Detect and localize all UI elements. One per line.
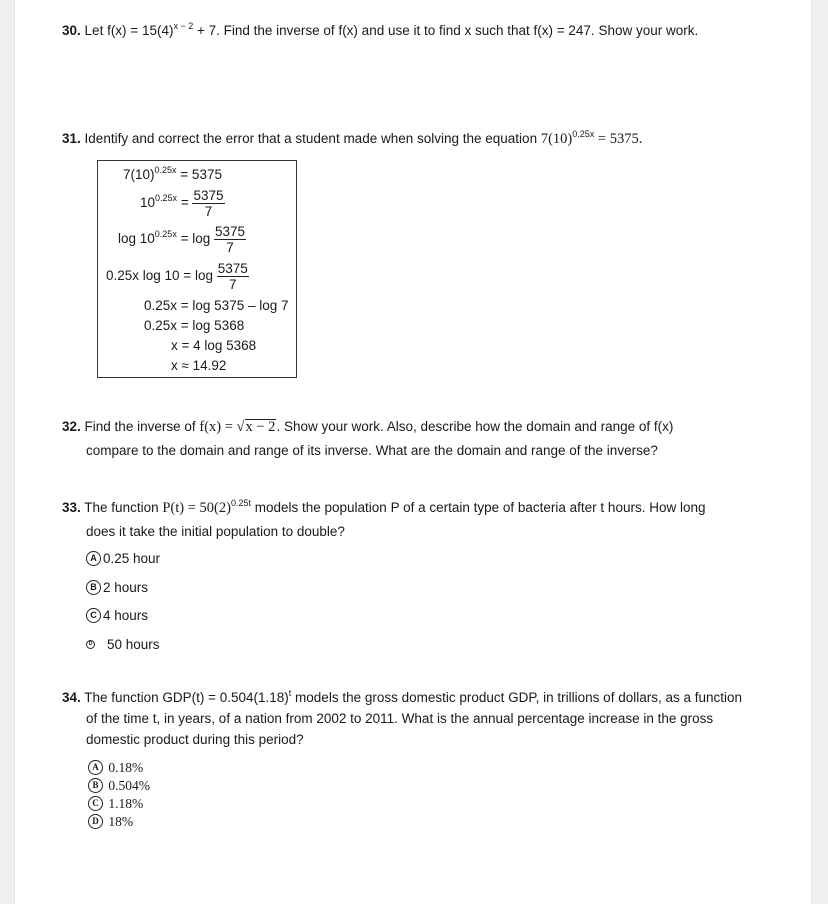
question-34-exponent: t: [288, 687, 292, 698]
question-34-choice-b[interactable]: [88, 777, 150, 795]
question-32-radicand: x − 2: [245, 419, 276, 435]
question-32-text-b: . Show your work. Also, describe how the domain and range of f(x): [276, 419, 674, 434]
q34-choice-a-label: 0.18%: [108, 760, 144, 775]
question-34: [62, 687, 742, 708]
work-line-1: [123, 164, 222, 182]
work-line-2-equals: =: [177, 195, 193, 211]
question-30-number: 30.: [62, 23, 81, 38]
work-line-7: x = 4 log 5368: [171, 338, 257, 353]
work-line-2-base: 10: [140, 195, 156, 211]
work-line-6: 0.25x = log 5368: [144, 318, 245, 333]
work-line-3-log: = log: [176, 231, 214, 247]
work-line-3-fraction: [214, 224, 246, 255]
student-work-box: [97, 160, 297, 378]
q34-choice-c-label: 1.18%: [108, 796, 144, 811]
question-32-function: f(x) =: [199, 419, 237, 435]
work-line-1-base: 7(10): [123, 167, 155, 182]
work-line-3-numerator: 5375: [214, 224, 246, 239]
question-33-exponent: 0.25t: [230, 497, 251, 508]
choice-b-bubble-icon[interactable]: B: [86, 580, 101, 595]
question-31-equation-exponent: 0.25x: [572, 128, 595, 139]
question-34-text-a: The function GDP(t) = 0.504(1.18): [84, 690, 289, 705]
work-line-3-exponent: 0.25x: [154, 228, 177, 239]
question-30-text-a: Let f(x) = 15(4): [84, 23, 174, 38]
choice-d-bubble-icon[interactable]: D: [86, 640, 95, 649]
choice-b-label: 2 hours: [103, 580, 149, 595]
question-33-choice-a[interactable]: [86, 550, 160, 568]
q34-choice-a-bubble-icon[interactable]: A: [88, 760, 103, 775]
question-34-choice-c[interactable]: [88, 795, 143, 813]
question-33-choice-c[interactable]: [86, 607, 148, 625]
q34-choice-b-bubble-icon[interactable]: B: [88, 778, 103, 793]
work-line-4-numerator: 5375: [217, 261, 248, 276]
work-line-3-denominator: 7: [226, 240, 234, 255]
work-line-2-exponent: 0.25x: [155, 192, 178, 203]
work-line-4-denominator: 7: [228, 277, 237, 292]
q34-choice-d-bubble-icon[interactable]: D: [88, 814, 103, 829]
choice-d-label: 50 hours: [107, 637, 160, 652]
question-33-choice-d[interactable]: [86, 636, 160, 654]
question-33-number: 33.: [62, 500, 81, 515]
question-34-choice-a[interactable]: [88, 759, 143, 777]
question-30-exponent: x − 2: [173, 20, 194, 31]
work-line-2-fraction: [192, 188, 224, 219]
q34-choice-b-label: 0.504%: [108, 778, 150, 793]
work-line-2: [140, 188, 225, 219]
question-34-line-3: domestic product during this period?: [86, 732, 304, 747]
work-line-4-fraction: [217, 261, 249, 292]
question-33-function: P(t) = 50(2): [162, 500, 231, 516]
question-33-line-2: does it take the initial population to double?: [86, 524, 345, 539]
work-line-8: x ≈ 14.92: [171, 358, 227, 373]
work-line-5: 0.25x = log 5375 – log 7: [144, 298, 289, 313]
question-34-text-b: models the gross domestic product GDP, in trillions of dollars, as a function: [291, 690, 743, 705]
work-line-4-lhs: 0.25x log 10 = log: [106, 268, 217, 284]
question-30-text-b: + 7. Find the inverse of f(x) and use it to find x such that f(x) = 247. Show your work.: [193, 23, 699, 38]
q34-choice-c-bubble-icon[interactable]: C: [88, 796, 103, 811]
work-line-2-numerator: 5375: [193, 188, 224, 203]
question-33-text-b: models the population P of a certain type of bacteria after t hours. How long: [250, 500, 706, 515]
question-31-equation-base: 7(10): [540, 131, 573, 147]
work-line-3-lhs: log 10: [118, 231, 155, 247]
q34-choice-d-label: 18%: [108, 814, 134, 829]
work-line-3: [118, 224, 246, 255]
question-34-number: 34.: [62, 690, 81, 705]
question-31-text: Identify and correct the error that a student made when solving the equation: [84, 131, 541, 146]
choice-a-bubble-icon[interactable]: A: [86, 551, 101, 566]
question-32-line-2: compare to the domain and range of its inverse. What are the domain and range of the inverse?: [86, 443, 658, 458]
choice-c-bubble-icon[interactable]: C: [86, 608, 101, 623]
question-34-choice-d[interactable]: [88, 813, 133, 831]
question-31-number: 31.: [62, 131, 81, 146]
question-33: [62, 497, 706, 519]
question-33-text-a: The function: [84, 500, 163, 515]
work-line-1-exponent: 0.25x: [154, 164, 177, 175]
choice-a-label: 0.25 hour: [103, 551, 161, 566]
question-30: [62, 20, 698, 41]
question-33-choice-b[interactable]: [86, 579, 148, 597]
work-line-4: [106, 261, 249, 292]
choice-c-label: 4 hours: [103, 608, 149, 623]
work-line-1-rhs: = 5375: [176, 167, 222, 182]
question-32-text-a: Find the inverse of: [84, 419, 200, 434]
question-32: 32. Find the inverse of f(x) = √x − 2. Show your work. Also, describe how the domain and range of f(x): [62, 419, 674, 435]
question-34-line-2: of the time t, in years, of a nation from 2002 to 2011. What is the annual percentage increase in the gross: [86, 711, 714, 726]
question-32-number: 32.: [62, 419, 81, 434]
work-line-2-denominator: 7: [204, 204, 213, 219]
question-31-equation-rhs: = 5375.: [594, 131, 643, 147]
question-31: [62, 128, 642, 150]
